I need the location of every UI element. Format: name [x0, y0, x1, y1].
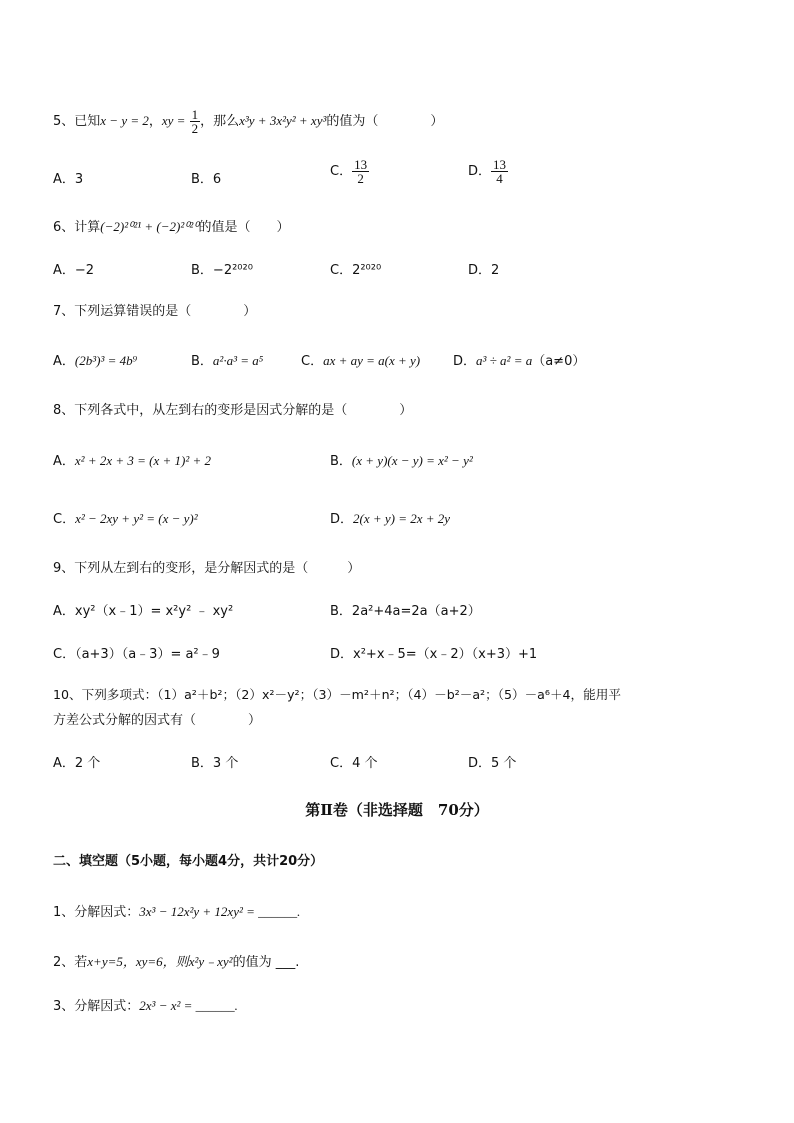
- q5-option-c-fraction: [352, 158, 369, 185]
- q5-option-a[interactable]: [53, 168, 83, 187]
- option-text: （a+3）（a﹣3）= a²﹣9: [75, 647, 220, 662]
- q5-expression: x³y + 3x²y² + xy³: [239, 113, 327, 128]
- q5-option-d[interactable]: [468, 158, 508, 185]
- q5-condition-2: xy =: [161, 113, 186, 128]
- option-text: xy²（x﹣1）= x²y² ﹣ xy²: [74, 604, 234, 619]
- q5-fraction-den: 2: [191, 121, 199, 136]
- q9-option-b[interactable]: [330, 600, 481, 619]
- option-label: A．: [53, 604, 75, 619]
- option-label: A．: [53, 354, 75, 369]
- option-text: −2: [74, 263, 95, 278]
- option-label: A．: [53, 454, 75, 469]
- q7-option-c[interactable]: [301, 350, 420, 369]
- fraction-num: 13: [493, 157, 507, 172]
- fill-question-1: [53, 901, 300, 920]
- option-label: A．: [53, 172, 75, 187]
- q5-fraction-num: 1: [191, 107, 199, 122]
- q5-condition-1: x − y = 2: [100, 113, 149, 128]
- q7-option-d[interactable]: [453, 350, 585, 369]
- q6-option-b[interactable]: [191, 259, 253, 278]
- option-text: 2(x + y) = 2x + 2y: [353, 511, 451, 526]
- q10-option-a[interactable]: [53, 752, 100, 771]
- q5-text-mid: ，那么: [200, 114, 240, 129]
- question-9-stem: 9、下列从左到右的变形，是分解因式的是（ ）: [53, 561, 361, 576]
- option-text: a³ ÷ a² = a: [476, 353, 533, 368]
- q9-option-d[interactable]: [330, 643, 537, 662]
- option-label: C．: [53, 647, 76, 662]
- f1-expression: 3x³ − 12x²y + 12xy² = ______.: [139, 904, 301, 919]
- option-label: A．: [53, 756, 75, 771]
- q6-expression: (−2)²⁰²¹ + (−2)²⁰²⁰: [100, 219, 199, 234]
- q7-option-a[interactable]: [53, 350, 137, 369]
- option-label: D．: [330, 512, 354, 527]
- option-text: x² − 2xy + y² = (x − y)²: [75, 511, 198, 526]
- f2-expression: x²y﹣xy²: [188, 954, 233, 969]
- f1-text: 1、分解因式：: [53, 905, 140, 920]
- q8-option-c[interactable]: [53, 508, 198, 527]
- q6-text-post: 的值是（ ）: [198, 220, 290, 235]
- option-label: C．: [330, 756, 353, 771]
- option-text: x²+x﹣5=（x﹣2）（x+3）+1: [353, 647, 538, 662]
- option-text: ax + ay = a(x + y): [323, 353, 421, 368]
- q5-text-pre: 5、已知: [53, 114, 101, 129]
- q6-option-c[interactable]: [330, 259, 381, 278]
- question-10-stem-line-1: 10、下列多项式：（1）a²＋b²；（2）x²－y²；（3）－m²＋n²；（4）－b²－a²；（5）－a⁶＋4，能用平: [53, 687, 621, 702]
- q6-text-pre: 6、计算: [53, 220, 101, 235]
- option-text: 2a²+4a=2a（a+2）: [351, 604, 481, 619]
- question-8-stem: 8、下列各式中，从左到右的变形是因式分解的是（ ）: [53, 403, 413, 418]
- question-6-stem: [53, 216, 290, 235]
- option-note: （a≠0）: [532, 354, 586, 369]
- fill-question-3: [53, 995, 238, 1014]
- option-text: a²·a³ = a⁵: [212, 353, 264, 368]
- question-7-stem: 7、下列运算错误的是（ ）: [53, 304, 257, 319]
- fraction-den: 4: [496, 171, 503, 186]
- q5-option-d-fraction: [491, 158, 508, 185]
- option-label: B．: [191, 756, 213, 771]
- part-2-title: 第Ⅱ卷（非选择题 70分）: [305, 801, 489, 819]
- option-label: C．: [53, 512, 76, 527]
- option-label: C．: [330, 263, 353, 278]
- question-5-stem: [53, 108, 443, 135]
- q5-option-c[interactable]: [330, 158, 369, 185]
- q5-option-b[interactable]: [191, 168, 221, 187]
- fraction-num: 13: [354, 157, 368, 172]
- option-label: C．: [301, 354, 324, 369]
- option-label: B．: [191, 263, 213, 278]
- f3-text: 3、分解因式：: [53, 999, 140, 1014]
- option-label: D．: [330, 647, 354, 662]
- option-label: D．: [468, 756, 492, 771]
- option-text: −2²⁰²⁰: [212, 263, 253, 278]
- option-label: B．: [330, 454, 352, 469]
- q10-option-d[interactable]: [468, 752, 516, 771]
- q10-option-b[interactable]: [191, 752, 238, 771]
- option-text: 2: [491, 263, 500, 278]
- q8-option-d[interactable]: [330, 508, 450, 527]
- option-text: x² + 2x + 3 = (x + 1)² + 2: [74, 453, 212, 468]
- option-text: 5 个: [491, 756, 517, 771]
- option-text: (2b³)³ = 4b⁹: [74, 353, 138, 368]
- option-label: D．: [468, 263, 492, 278]
- f2-condition: x+y=5，xy=6，则: [87, 954, 189, 969]
- f2-text-post: 的值为 ___.: [232, 955, 300, 970]
- section-fill-in-title: 二、填空题（5小题，每小题4分，共计20分）: [53, 854, 324, 869]
- option-text: 2 个: [74, 756, 101, 771]
- option-label: B．: [330, 604, 352, 619]
- option-label: A．: [53, 263, 75, 278]
- q9-option-c[interactable]: [53, 643, 220, 662]
- option-text: 6: [212, 172, 222, 187]
- option-label: D．: [453, 354, 477, 369]
- f2-text-pre: 2、若: [53, 955, 88, 970]
- q5-text-post: 的值为（ ）: [326, 114, 444, 129]
- q6-option-a[interactable]: [53, 259, 94, 278]
- question-10-stem-line-2: 方差公式分解的因式有（ ）: [53, 713, 262, 728]
- option-text: 2²⁰²⁰: [352, 263, 382, 278]
- option-label: B．: [191, 172, 213, 187]
- option-text: 4 个: [352, 756, 378, 771]
- q5-separator: ，: [148, 114, 162, 129]
- q8-option-a[interactable]: [53, 450, 211, 469]
- fraction-den: 2: [357, 171, 364, 186]
- option-label: B．: [191, 354, 213, 369]
- fill-question-2: [53, 951, 299, 970]
- q9-option-a[interactable]: [53, 600, 233, 619]
- option-text: 3 个: [212, 756, 239, 771]
- option-label: C．: [330, 164, 353, 179]
- option-text: 3: [74, 172, 84, 187]
- q5-fraction: [190, 108, 201, 135]
- option-text: (x + y)(x − y) = x² − y²: [351, 453, 473, 468]
- q6-option-d[interactable]: [468, 259, 499, 278]
- q7-option-b[interactable]: [191, 350, 263, 369]
- q8-option-b[interactable]: [330, 450, 473, 469]
- option-label: D．: [468, 164, 492, 179]
- f3-expression: 2x³ − x² = ______.: [139, 998, 238, 1013]
- q10-option-c[interactable]: [330, 752, 377, 771]
